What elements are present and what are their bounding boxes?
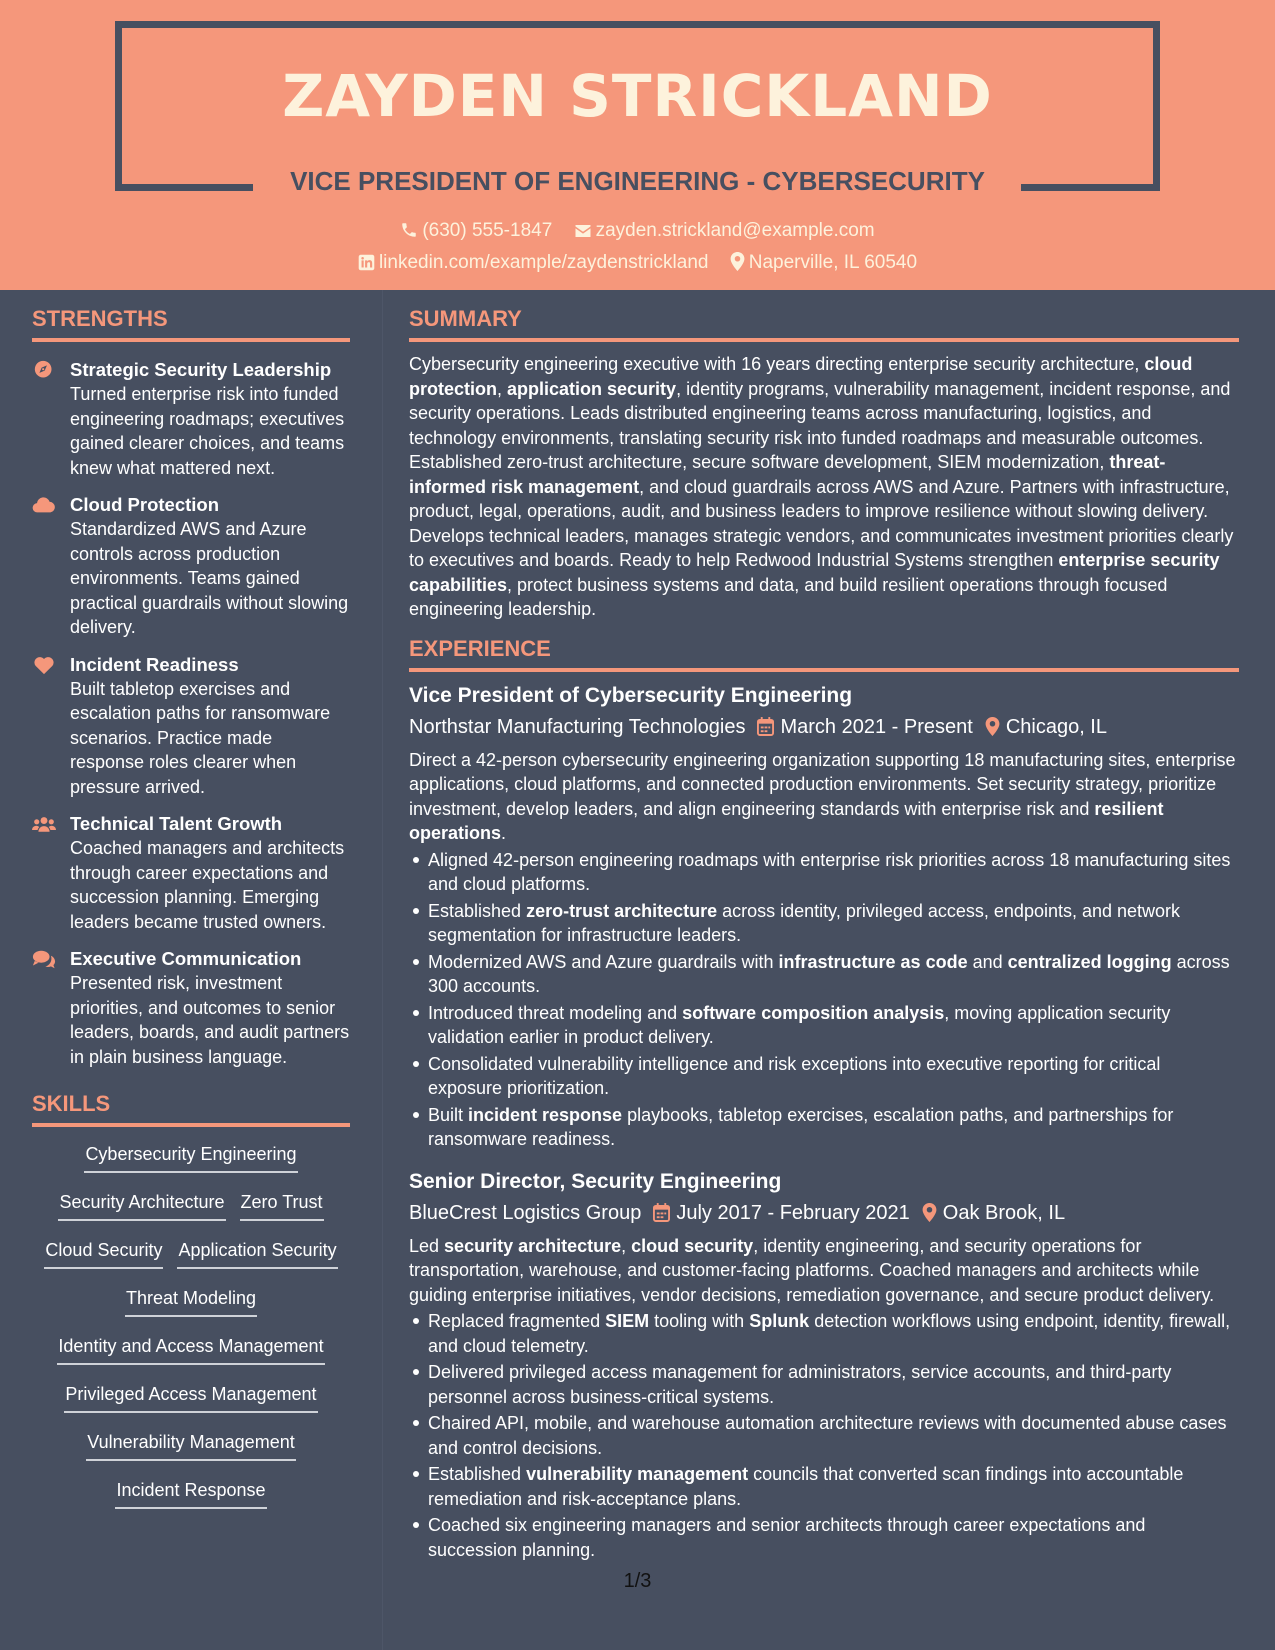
strength-title: Technical Talent Growth xyxy=(70,813,283,834)
strength-title: Executive Communication xyxy=(70,948,302,969)
resume-header xyxy=(0,0,1275,290)
skill-tag: Application Security xyxy=(177,1235,337,1269)
phone-icon xyxy=(400,221,418,239)
skill-tag: Cybersecurity Engineering xyxy=(84,1139,297,1173)
calendar-icon xyxy=(757,717,774,736)
skill-tag: Threat Modeling xyxy=(125,1283,257,1317)
strength-item xyxy=(32,358,350,480)
contact-location: Naperville, IL 60540 xyxy=(730,252,917,274)
job-role: Vice President of Cybersecurity Engineering xyxy=(409,683,853,707)
list-item: Introduced threat modeling and software composition analysis, moving application security validation earlier in product delivery. xyxy=(428,1001,1239,1050)
strength-desc: Presented risk, investment priorities, and outcomes to senior leaders, boards, and audit partners in plain business language. xyxy=(70,973,350,1067)
strength-item xyxy=(32,947,350,1069)
strength-desc: Built tabletop exercises and escalation paths for ransomware scenarios. Practice made response roles clearer when pressure arrived. xyxy=(70,678,331,797)
comments-icon xyxy=(32,949,56,969)
strength-title: Strategic Security Leadership xyxy=(70,359,332,380)
candidate-name: ZAYDEN STRICKLAND xyxy=(282,62,993,130)
list-item: Established zero-trust architecture across identity, privileged access, endpoints, and network segmentation for infrastructure leaders. xyxy=(428,899,1239,948)
list-item: Chaired API, mobile, and warehouse automation architecture reviews with documented abuse cases and control decisions. xyxy=(428,1411,1239,1460)
envelope-icon xyxy=(574,223,592,239)
strength-desc: Turned enterprise risk into funded engineering roadmaps; executives gained clearer choices, and teams knew what mattered next. xyxy=(70,384,345,478)
job-entry xyxy=(409,682,1239,1152)
job-company: BlueCrest Logistics Group xyxy=(409,1201,642,1224)
job-dates: July 2017 - February 2021 xyxy=(676,1201,910,1224)
job-description: Direct a 42-person cybersecurity engineering organization supporting 18 manufacturing sites, enterprise applications, cloud platforms, and connected production environments. Set security strategy, prioritize investment, develop leaders, and align engineering standards with enterprise risk and resilient operations. xyxy=(409,749,1236,843)
skills-list xyxy=(32,1139,350,1509)
strength-desc: Standardized AWS and Azure controls across production environments. Teams gained practical guardrails without slowing delivery. xyxy=(70,519,349,637)
job-meta xyxy=(409,712,1239,742)
linkedin-icon xyxy=(358,254,375,271)
strength-item xyxy=(32,493,350,640)
job-role: Senior Director, Security Engineering xyxy=(409,1169,782,1193)
map-pin-icon xyxy=(730,252,745,271)
summary-heading: SUMMARY xyxy=(409,306,1239,342)
map-pin-icon xyxy=(922,1203,937,1222)
skill-tag: Zero Trust xyxy=(240,1187,324,1221)
strengths-heading: STRENGTHS xyxy=(32,306,350,342)
job-company: Northstar Manufacturing Technologies xyxy=(409,715,746,738)
job-description: Led security architecture, cloud security, identity engineering, and security operations for transportation, warehouse, and customer-facing platforms. Coached managers and architects while guiding enterprise initiatives, vendor decisions, remediation governance, and secure product delivery. xyxy=(409,1235,1215,1305)
strength-title: Incident Readiness xyxy=(70,653,239,675)
contact-email[interactable]: zayden.strickland@example.com xyxy=(574,220,875,242)
skill-tag: Identity and Access Management xyxy=(57,1331,324,1365)
job-bullets xyxy=(409,848,1239,1152)
page-number: 1/3 xyxy=(623,1570,652,1592)
strength-desc: Coached managers and architects through career expectations and succession planning. Emerging leaders became trusted owners. xyxy=(70,838,345,932)
summary-text: Cybersecurity engineering executive with 16 years directing enterprise security architecture, cloud protection, application security, identity programs, vulnerability management, incident response, and security operations. Leads distributed engineering teams across manufacturing, logistics, and technology environments, translating security risk into funded roadmaps and measurable outcomes. Established zero-trust architecture, secure software development, SIEM modernization, threat-informed risk management, and cloud guardrails across AWS and Azure. Partners with infrastructure, product, legal, operations, audit, and business leaders to improve resilience without slowing delivery. Develops technical leaders, manages strategic vendors, and communicates investment priorities clearly to executives and boards. Ready to help Redwood Industrial Systems strengthen enterprise security capabilities, protect business systems and data, and build resilient operations through focused engineering leadership. xyxy=(409,354,1234,619)
skills-heading: SKILLS xyxy=(32,1091,350,1127)
users-icon xyxy=(32,814,56,834)
map-pin-icon xyxy=(985,717,1000,736)
skill-tag: Incident Response xyxy=(115,1475,266,1509)
experience-heading: EXPERIENCE xyxy=(409,636,1239,672)
calendar-icon xyxy=(653,1203,670,1222)
list-item: Consolidated vulnerability intelligence and risk exceptions into executive reporting for critical exposure prioritization. xyxy=(428,1052,1239,1101)
job-dates: March 2021 - Present xyxy=(780,715,973,738)
job-entry xyxy=(409,1168,1239,1563)
skill-tag: Cloud Security xyxy=(44,1235,163,1269)
candidate-title: VICE PRESIDENT OF ENGINEERING - CYBERSECURITY xyxy=(290,166,985,196)
job-meta xyxy=(409,1198,1239,1228)
list-item: Established vulnerability management councils that converted scan findings into accountable remediation and risk-acceptance plans. xyxy=(428,1462,1239,1511)
contact-phone: (630) 555-1847 xyxy=(400,220,552,242)
heart-icon xyxy=(32,655,56,675)
skill-tag: Vulnerability Management xyxy=(86,1427,295,1461)
list-item: Built incident response playbooks, tabletop exercises, escalation paths, and partnerships for ransomware readiness. xyxy=(428,1103,1239,1152)
experience-list xyxy=(409,682,1239,1563)
list-item: Delivered privileged access management for administrators, service accounts, and third-party personnel across business-critical systems. xyxy=(428,1360,1239,1409)
strength-title: Cloud Protection xyxy=(70,494,220,515)
job-location: Chicago, IL xyxy=(1005,715,1107,738)
compass-icon xyxy=(32,360,56,380)
strength-item xyxy=(32,653,350,800)
job-location: Oak Brook, IL xyxy=(942,1201,1066,1224)
list-item: Aligned 42-person engineering roadmaps with enterprise risk priorities across 18 manufacturing sites and cloud platforms. xyxy=(428,848,1239,897)
sidebar xyxy=(32,306,350,1523)
cloud-icon xyxy=(32,495,56,515)
list-item: Replaced fragmented SIEM tooling with Splunk detection workflows using endpoint, identity, firewall, and cloud telemetry. xyxy=(428,1309,1239,1358)
list-item: Coached six engineering managers and senior architects through career expectations and succession planning. xyxy=(428,1513,1239,1562)
list-item: Modernized AWS and Azure guardrails with infrastructure as code and centralized logging across 300 accounts. xyxy=(428,950,1239,999)
job-bullets xyxy=(409,1309,1239,1562)
skill-tag: Privileged Access Management xyxy=(64,1379,317,1413)
skill-tag: Security Architecture xyxy=(58,1187,225,1221)
contact-linkedin[interactable]: linkedin.com/example/zaydenstrickland xyxy=(358,252,709,274)
strength-item xyxy=(32,812,350,934)
main-column xyxy=(409,306,1239,1564)
